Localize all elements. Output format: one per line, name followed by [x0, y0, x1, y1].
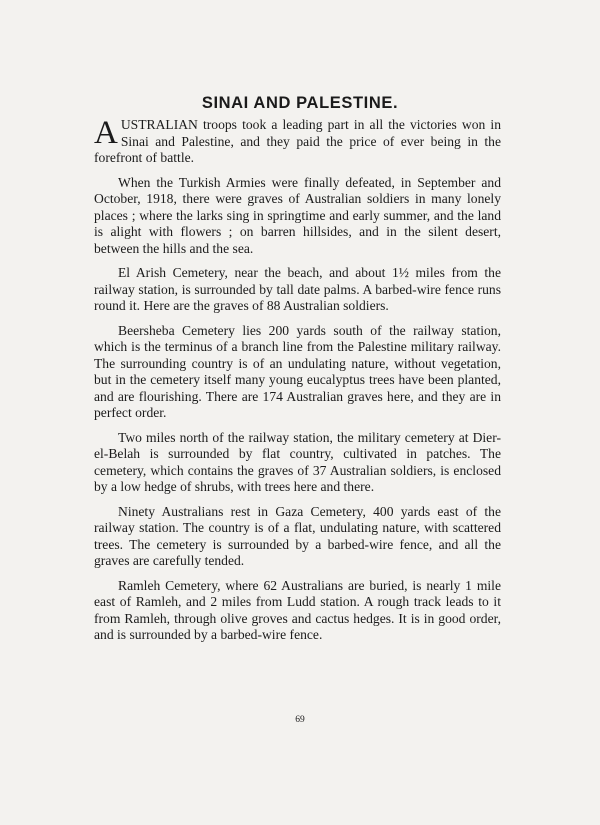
paragraph-text: USTRALIAN troops took a leading part in all the victories won in Sinai and Palestine, and they paid the price of ever being in the forefront of battle. [94, 117, 501, 165]
paragraph-turkish-defeat: When the Turkish Armies were finally defeated, in September and October, 1918, there were graves of Australian soldiers in many lonely places ; where the larks sing in springtime and early summer, and the land is alight with flowers ; on barren hillsides, and in the silent desert, between the hills and the sea. [94, 174, 501, 256]
paragraph-intro [94, 117, 501, 167]
page-number: 69 [295, 715, 305, 725]
body-text [94, 117, 501, 652]
paragraph-gaza: Ninety Australians rest in Gaza Cemetery, 400 yards east of the railway station. The country is of a flat, undulating nature, with scattered trees. The cemetery is surrounded by a barbed-wire fence, and all the graves are carefully tended. [94, 503, 501, 568]
drop-cap: A [94, 115, 118, 151]
paragraph-dier-el-belah: Two miles north of the railway station, the military cemetery at Dier-el-Belah is surrounded by flat country, cultivated in patches. The cemetery, which contains the graves of 37 Australian soldiers, is enclosed by a low hedge of shrubs, with trees here and there. [94, 429, 501, 494]
paragraph-el-arish: El Arish Cemetery, near the beach, and about 1½ miles from the railway station, is surrounded by tall date palms. A barbed-wire fence runs round it. Here are the graves of 88 Australian soldiers. [94, 265, 501, 313]
page-title: SINAI AND PALESTINE. [201, 94, 399, 112]
paragraph-beersheba: Beersheba Cemetery lies 200 yards south of the railway station, which is the terminus of a branch line from the Palestine military railway. The surrounding country is of an undulating nature, without vegetation, but in the cemetery itself many young eucalyptus trees have been planted, and are flourishing. There are 174 Australian graves here, and they are in perfect order. [94, 322, 501, 420]
paragraph-ramleh: Ramleh Cemetery, where 62 Australians are buried, is nearly 1 mile east of Ramleh, and 2 miles from Ludd station. A rough track leads to it from Ramleh, through olive groves and cactus hedges. It is in good order, and is surrounded by a barbed-wire fence. [94, 577, 501, 642]
